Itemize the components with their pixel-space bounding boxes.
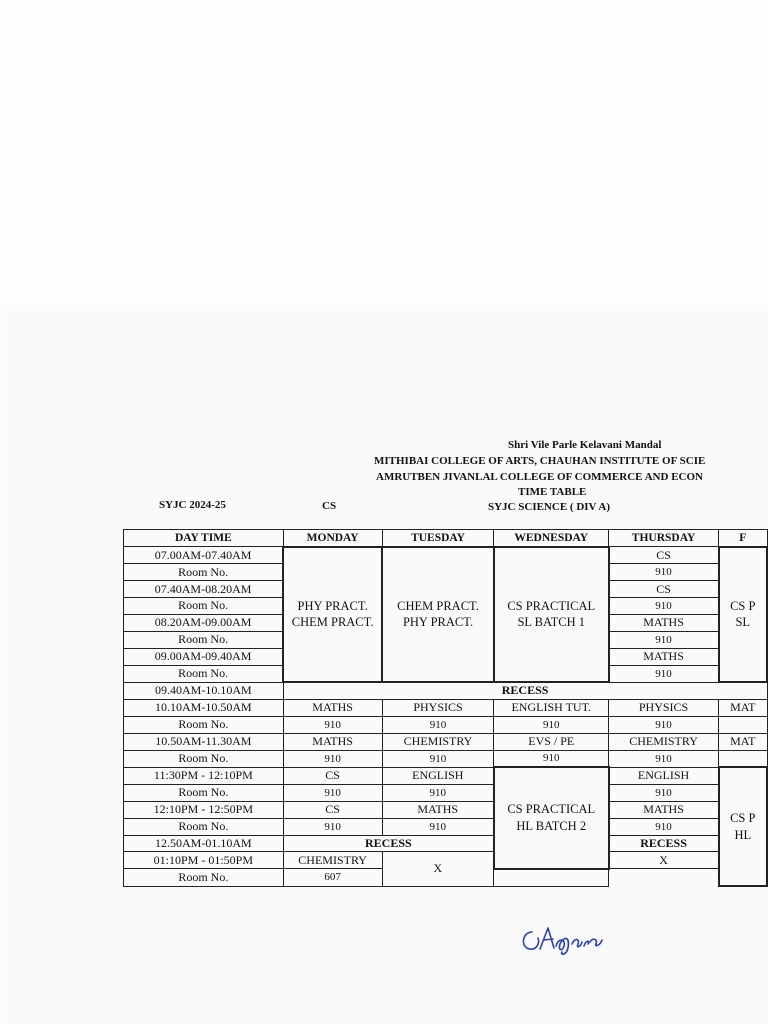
tuesday-cell: CHEMISTRY [382,733,494,750]
table-row [124,733,768,750]
signature [518,922,608,958]
time-cell: 07.40AM-08.20AM [124,581,284,598]
table-row [124,547,768,564]
monday-room: 910 [283,818,382,835]
table-row [124,818,768,835]
thursday-cell: PHYSICS [609,699,719,716]
friday-room [719,716,767,733]
thursday-room: 910 [609,716,719,733]
thursday-cell: CS [609,581,719,598]
monday-room: 910 [283,784,382,801]
col-tuesday: TUESDAY [382,530,494,547]
table-row [124,699,768,716]
time-cell: 09.00AM-09.40AM [124,648,284,665]
monday-cell: MATHS [283,699,382,716]
col-thursday: THURSDAY [609,530,719,547]
time-cell: 01:10PM - 01:50PM [124,852,284,869]
tuesday-cell: ENGLISH [382,767,494,784]
monday-room: 910 [283,750,382,767]
table-header-row [124,530,768,547]
document-title: TIME TABLE [518,486,587,498]
time-cell: 10.50AM-11.30AM [124,733,284,750]
timetable [123,529,768,887]
academic-year: SYJC 2024-25 [159,499,226,511]
col-daytime: DAY TIME [124,530,284,547]
wednesday-practical-block-1: CS PRACTICAL SL BATCH 1 [494,547,609,682]
thursday-cell: MATHS [609,648,719,665]
friday-cell: MAT [719,699,767,716]
thursday-cell: MATHS [609,801,719,818]
time-cell: 08.20AM-09.00AM [124,614,284,631]
thursday-cell: 910 [609,564,719,581]
scan-blank-area [0,0,768,305]
stream-label: CS [322,500,337,512]
wednesday-practical-block-2: CS PRACTICAL HL BATCH 2 [494,767,609,868]
thursday-cell: 910 [609,665,719,682]
time-cell: 10.10AM-10.50AM [124,699,284,716]
monday-room: 910 [283,716,382,733]
time-cell: 12.50AM-01.10AM [124,835,284,852]
monday-cell: CS [283,801,382,818]
wednesday-room: 910 [494,750,609,767]
college-name-line1: MITHIBAI COLLEGE OF ARTS, CHAUHAN INSTITUTE OF SCIE [374,455,706,467]
time-cell: 11:30PM - 12:10PM [124,767,284,784]
room-label: Room No. [124,564,284,581]
table-row [124,767,768,784]
col-monday: MONDAY [283,530,382,547]
room-label: Room No. [124,665,284,682]
thursday-room [494,869,609,886]
room-label: Room No. [124,818,284,835]
thursday-cell: MATHS [609,614,719,631]
trust-name: Shri Vile Parle Kelavani Mandal [508,439,662,451]
tuesday-cell: X [382,852,494,886]
table-row [124,784,768,801]
monday-cell: CS [283,767,382,784]
college-name-line2: AMRUTBEN JIVANLAL COLLEGE OF COMMERCE AND ECON [376,471,703,483]
thursday-room: 910 [609,818,719,835]
room-label: Room No. [124,869,284,886]
tuesday-room: 910 [382,818,494,835]
col-friday: F [719,530,767,547]
friday-room [719,750,767,767]
tuesday-room: 910 [382,750,494,767]
room-label: Room No. [124,716,284,733]
table-row [124,750,768,767]
table-row [124,835,768,852]
recess-cell: RECESS [283,682,767,699]
time-cell: 07.00AM-07.40AM [124,547,284,564]
room-label: Room No. [124,784,284,801]
wednesday-cell: EVS / PE [494,733,609,750]
monday-cell: MATHS [283,733,382,750]
tuesday-practical-block: CHEM PRACT. PHY PRACT. [382,547,494,682]
thursday-room: 910 [609,784,719,801]
wednesday-cell: ENGLISH TUT. [494,699,609,716]
room-label: Room No. [124,631,284,648]
thursday-cell: ENGLISH [609,767,719,784]
col-wednesday: WEDNESDAY [494,530,609,547]
thursday-cell: X [609,852,719,869]
time-cell: 12:10PM - 12:50PM [124,801,284,818]
table-row [124,682,768,699]
room-label: Room No. [124,598,284,615]
table-row [124,716,768,733]
room-label: Room No. [124,750,284,767]
friday-practical-block-1: CS P SL [719,547,767,682]
class-division: SYJC SCIENCE ( DIV A) [488,501,611,513]
monday-practical-block: PHY PRACT. CHEM PRACT. [283,547,382,682]
friday-cell: MAT [719,733,767,750]
thursday-recess-cell: RECESS [609,835,719,852]
empty-cell [609,869,719,886]
monday-cell: CHEMISTRY [283,852,382,869]
wednesday-room: 910 [494,716,609,733]
monday-room: 607 [283,869,382,886]
tuesday-cell: MATHS [382,801,494,818]
time-cell: 09.40AM-10.10AM [124,682,284,699]
thursday-cell: CHEMISTRY [609,733,719,750]
recess-cell: RECESS [283,835,494,852]
table-row [124,801,768,818]
tuesday-room: 910 [382,716,494,733]
tuesday-room: 910 [382,784,494,801]
thursday-cell: 910 [609,598,719,615]
table-row [124,852,768,869]
tuesday-cell: PHYSICS [382,699,494,716]
thursday-room: 910 [609,750,719,767]
friday-practical-block-2: CS P HL [719,767,767,886]
thursday-cell: CS [609,547,719,564]
thursday-cell: 910 [609,631,719,648]
